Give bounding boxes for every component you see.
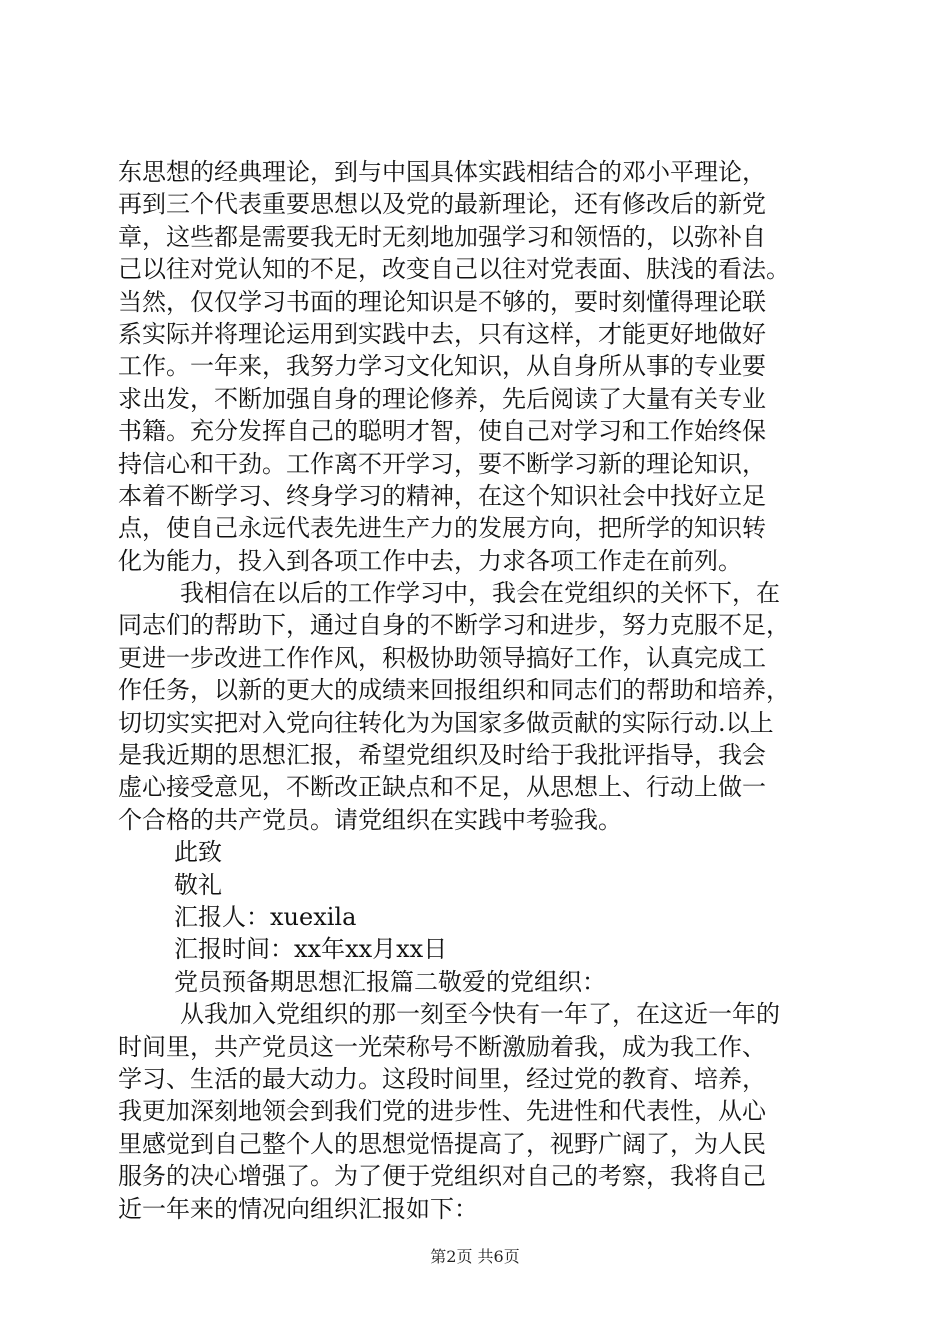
text-line: 同志们的帮助下，通过自身的不断学习和进步，努力克服不足， (118, 611, 790, 640)
text-line: 系实际并将理论运用到实践中去，只有这样，才能更好地做好 (118, 319, 766, 348)
page-footer: 第2页 共6页 (430, 1247, 520, 1266)
text-line: 此致 (174, 838, 222, 867)
text-line: 个合格的共产党员。请党组织在实践中考验我。 (118, 805, 622, 834)
text-line: 书籍。充分发挥自己的聪明才智，使自己对学习和工作始终保 (118, 417, 766, 446)
text-line: 作任务，以新的更大的成绩来回报组织和同志们的帮助和培养， (118, 676, 790, 705)
text-line: 我更加深刻地领会到我们党的进步性、先进性和代表性，从心 (118, 1097, 766, 1126)
text-line: 里感觉到自己整个人的思想觉悟提高了，视野广阔了，为人民 (118, 1129, 766, 1158)
text-line: 汇报人：xuexila (174, 902, 357, 931)
text-line: 求出发，不断加强自身的理论修养，先后阅读了大量有关专业 (118, 384, 766, 413)
text-line: 己以往对党认知的不足，改变自己以往对党表面、肤浅的看法。 (118, 255, 790, 284)
text-line: 章，这些都是需要我无时无刻地加强学习和领悟的，以弥补自 (118, 222, 766, 251)
document-body (118, 156, 838, 1225)
text-line: 我相信在以后的工作学习中，我会在党组织的关怀下，在 (180, 579, 780, 608)
text-line: 再到三个代表重要思想以及党的最新理论，还有修改后的新党 (118, 190, 766, 219)
text-line: 是我近期的思想汇报，希望党组织及时给于我批评指导，我会 (118, 741, 766, 770)
text-line: 虚心接受意见，不断改正缺点和不足，从思想上、行动上做一 (118, 773, 766, 802)
text-line: 时间里，共产党员这一光荣称号不断激励着我，成为我工作、 (118, 1032, 766, 1061)
text-line: 点，使自己永远代表先进生产力的发展方向，把所学的知识转 (118, 514, 766, 543)
text-line: 汇报时间：xx年xx月xx日 (174, 935, 448, 964)
text-line: 当然，仅仅学习书面的理论知识是不够的，要时刻懂得理论联 (118, 287, 766, 316)
text-line: 敬礼 (174, 870, 222, 899)
text-line: 党员预备期思想汇报篇二敬爱的党组织： (174, 967, 606, 996)
text-line: 学习、生活的最大动力。这段时间里，经过党的教育、培养， (118, 1064, 766, 1093)
text-line: 近一年来的情况向组织汇报如下： (118, 1194, 478, 1223)
text-line: 从我加入党组织的那一刻至今快有一年了，在这近一年的 (180, 1000, 780, 1029)
text-line: 服务的决心增强了。为了便于党组织对自己的考察，我将自己 (118, 1162, 766, 1191)
text-line: 工作。一年来，我努力学习文化知识，从自身所从事的专业要 (118, 352, 766, 381)
text-line: 更进一步改进工作作风，积极协助领导搞好工作，认真完成工 (118, 643, 766, 672)
text-line: 化为能力，投入到各项工作中去，力求各项工作走在前列。 (118, 546, 742, 575)
text-line: 持信心和干劲。工作离不开学习，要不断学习新的理论知识， (118, 449, 766, 478)
text-line: 本着不断学习、终身学习的精神，在这个知识社会中找好立足 (118, 481, 766, 510)
text-line: 东思想的经典理论，到与中国具体实践相结合的邓小平理论， (118, 158, 766, 186)
text-line: 切切实实把对入党向往转化为为国家多做贡献的实际行动.以上 (118, 708, 774, 737)
